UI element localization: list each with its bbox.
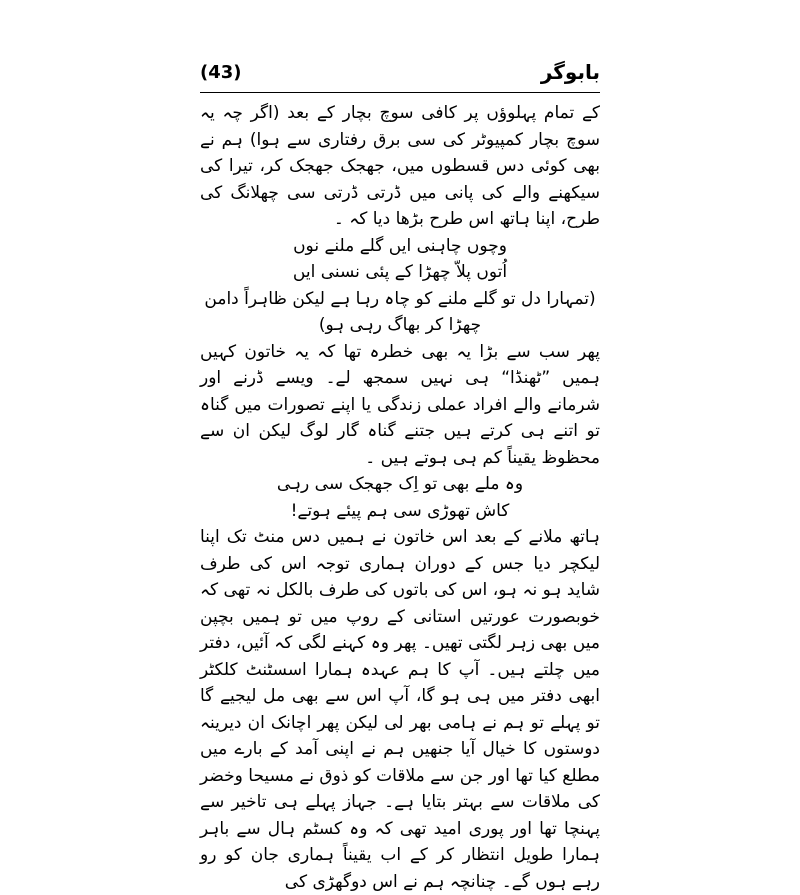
header-rule <box>200 92 600 93</box>
verse-2-line-2: کاش تھوڑی سی ہم پیئے ہوتے! <box>290 500 510 521</box>
paragraph-3: ہاتھ ملانے کے بعد اس خاتون نے ہمیں دس منٹ تک اپنا لیکچر دیا جس کے دوران ہماری توجہ اس کی طرف شاید ہو نہ ہو، اس کی باتوں کی طرف بالکل نہ تھی کہ خوبصورت عورتیں استانی کے روپ میں تو ہمیں بچپن میں بھی زہر لگتی تھیں۔ پھر وہ کہنے لگی کہ آئیں، دفتر میں چلتے ہیں۔ آپ کا ہم عہدہ ہمارا اسسٹنٹ کلکٹر ابھی دفتر میں ہی ہو گا، آپ اس سے بھی مل لیجیے گا تو پہلے تو ہم نے ہامی بھر لی لیکن پھر اچانک ان دیرینہ دوستوں کا خیال آیا جنھیں ہم نے اپنی آمد کے بارے میں مطلع کیا تھا اور جن سے ملاقات کو ذوق نے مسیحا وخضر کی ملاقات سے بہتر بتایا ہے۔ جہاز پہلے ہی تاخیر سے پہنچا تھا اور پوری امید تھی کہ وہ کسٹم ہال سے باہر ہمارا طویل انتظار کر کے اب یقیناً ہماری جان کو رو رہے ہوں گے۔ چنانچہ ہم نے اس دوگھڑی کی <box>200 527 600 892</box>
verse-2-line-1: وہ ملے بھی تو اِک جھجک سی رہی <box>276 474 524 494</box>
verse-1-line-1: وچوں چاہنی ایں گلے ملنے نوں <box>293 235 507 256</box>
page-body <box>200 100 600 895</box>
paragraph-2: پھر سب سے بڑا یہ بھی خطرہ تھا کہ یہ خاتون کہیں ہمیں ”ٹھنڈا“ ہی نہیں سمجھ لے۔ ویسے ڈرنے اور شرمانے والے افراد عملی زندگی یا اپنے تصورات میں گناہ تو اتنے ہی کرتے ہیں جتنے گناہ گار لوگ لیکن ان سے محظوظ یقیناً کم ہی ہوتے ہیں ۔ <box>200 341 600 468</box>
page-number: (43) <box>200 62 242 83</box>
verse-1-line-2: اُتوں پلاّ چھڑا کے پئی نسنی ایں <box>292 262 508 282</box>
verse-1-translation: (تمہارا دل تو گلے ملنے کو چاہ رہا ہے لیکن ظاہراً دامن چھڑا کر بھاگ رہی ہو) <box>204 288 596 335</box>
page-header <box>200 60 600 94</box>
paragraph-1: کے تمام پہلوؤں پر کافی سوچ بچار کے بعد (اگر چہ یہ سوچ بچار کمپیوٹر کی سی برق رفتاری سے ہوا) ہم نے بھی کوئی دس قسطوں میں، جھجک جھجک کر، تیرا کی سیکھنے والے کی پانی میں ڈرتی ڈرتی سی چھلانگ کی طرح، اپنا ہاتھ اس طرح بڑھا دیا کہ ۔ <box>200 103 600 229</box>
running-title: بابوگر <box>540 60 600 84</box>
